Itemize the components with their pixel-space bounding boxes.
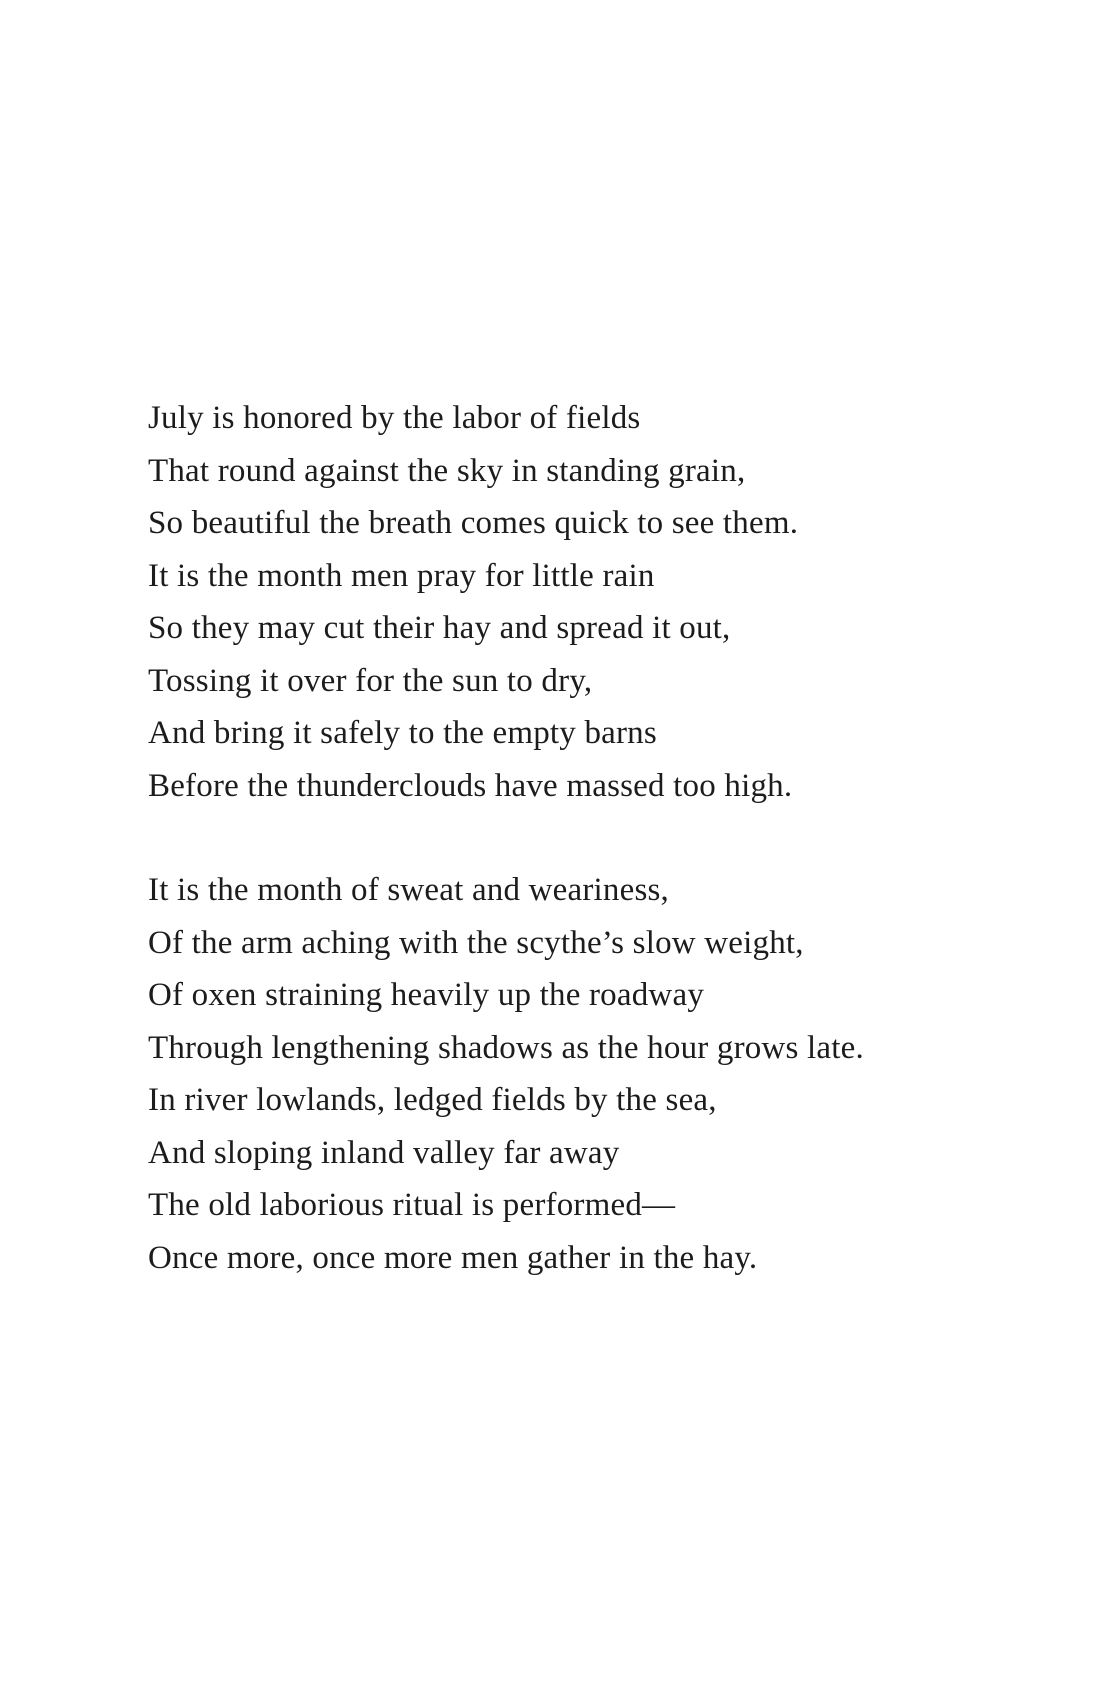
- poem-line: And bring it safely to the empty barns: [148, 715, 657, 751]
- poem-line: Tossing it over for the sun to dry,: [148, 662, 593, 699]
- poem-line: It is the month men pray for little rain: [148, 557, 655, 594]
- poem-line: The old laborious ritual is performed—: [148, 1187, 676, 1223]
- poem-line: Of oxen straining heavily up the roadway: [148, 977, 705, 1013]
- stanza-2: [148, 864, 1048, 1284]
- poem-line: And sloping inland valley far away: [148, 1134, 620, 1171]
- poem: [148, 392, 1048, 1284]
- poem-line: Before the thunderclouds have massed too high.: [148, 767, 793, 804]
- poem-line: So they may cut their hay and spread it out,: [148, 610, 731, 646]
- poem-line: It is the month of sweat and weariness,: [148, 872, 670, 908]
- poem-line: Of the arm aching with the scythe’s slow weight,: [148, 924, 804, 961]
- poem-line: Through lengthening shadows as the hour grows late.: [148, 1029, 864, 1066]
- poem-line: Once more, once more men gather in the hay.: [148, 1239, 758, 1276]
- poem-line: That round against the sky in standing grain,: [148, 452, 746, 489]
- poem-line: In river lowlands, ledged fields by the sea,: [148, 1082, 717, 1118]
- stanza-1: [148, 392, 1048, 812]
- poem-line: So beautiful the breath comes quick to see them.: [148, 505, 799, 541]
- poem-line: July is honored by the labor of fields: [148, 400, 641, 436]
